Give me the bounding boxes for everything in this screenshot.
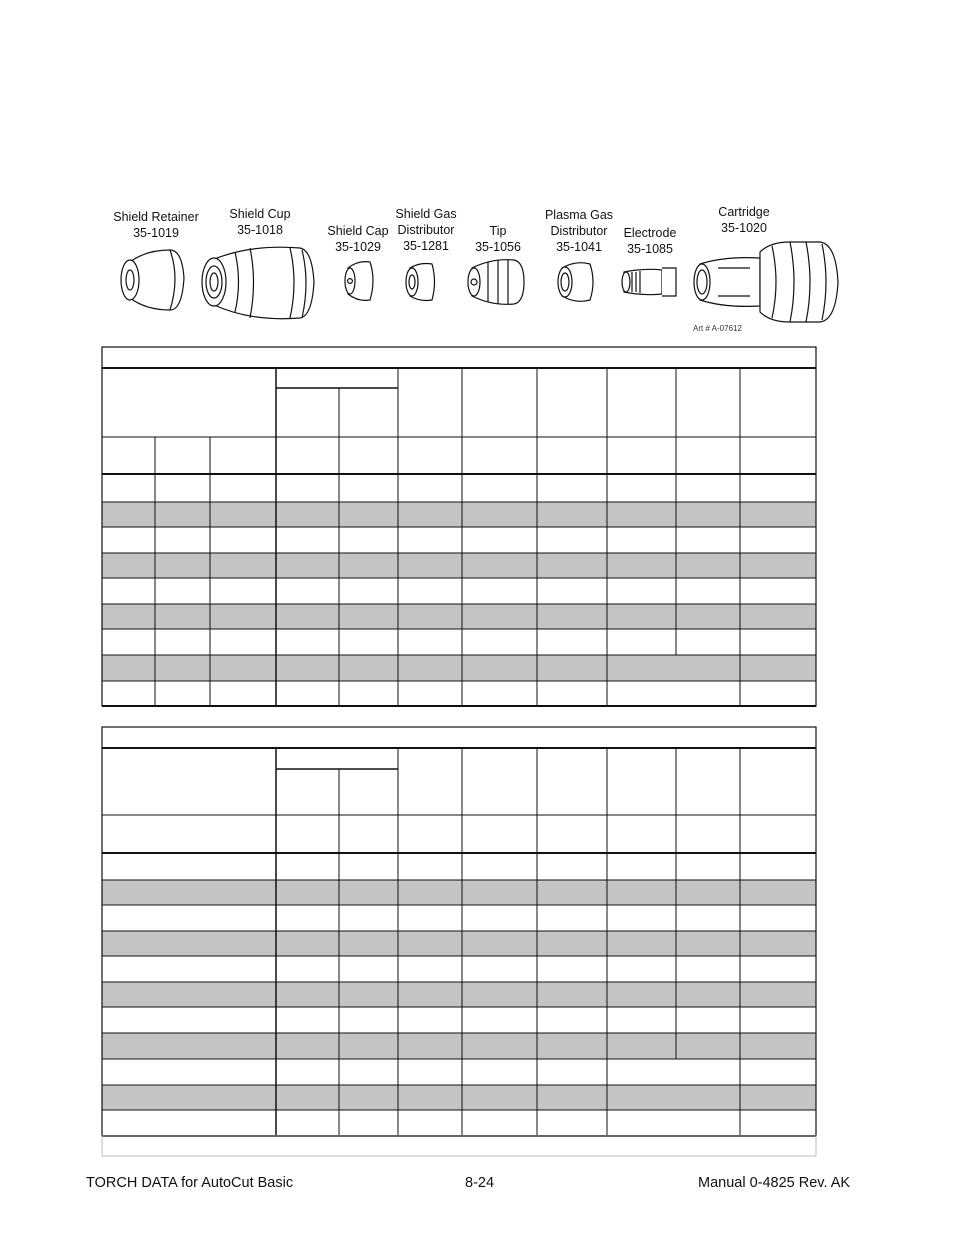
part-name-line2: Distributor [550, 224, 608, 238]
part-name: Shield Retainer [113, 210, 199, 224]
table-1 [102, 347, 816, 706]
footer-page-number: 8-24 [465, 1175, 495, 1191]
table-2 [102, 727, 816, 1156]
part-number: 35-1281 [403, 239, 449, 253]
part-name: Tip [489, 224, 507, 238]
part-number: 35-1056 [475, 240, 521, 254]
table-1-shaded-rows [102, 502, 816, 681]
part-name-line1: Shield Gas [395, 207, 457, 221]
footer-left: TORCH DATA for AutoCut Basic [86, 1175, 294, 1191]
part-number: 35-1019 [133, 226, 179, 240]
footer-right: Manual 0-4825 Rev. AK [698, 1175, 851, 1191]
part-name: Cartridge [718, 205, 770, 219]
art-number: Art # A-07612 [693, 324, 742, 333]
part-name: Electrode [623, 226, 677, 240]
part-number: 35-1041 [556, 240, 602, 254]
part-name: Shield Cap [327, 224, 389, 238]
table-2-shaded-rows [102, 880, 816, 1110]
part-name-line1: Plasma Gas [544, 208, 614, 222]
part-number: 35-1020 [721, 221, 767, 235]
part-number: 35-1018 [237, 223, 283, 237]
part-number: 35-1085 [627, 242, 673, 256]
part-name: Shield Cup [229, 207, 291, 221]
part-name-line2: Distributor [397, 223, 455, 237]
part-number: 35-1029 [335, 240, 381, 254]
